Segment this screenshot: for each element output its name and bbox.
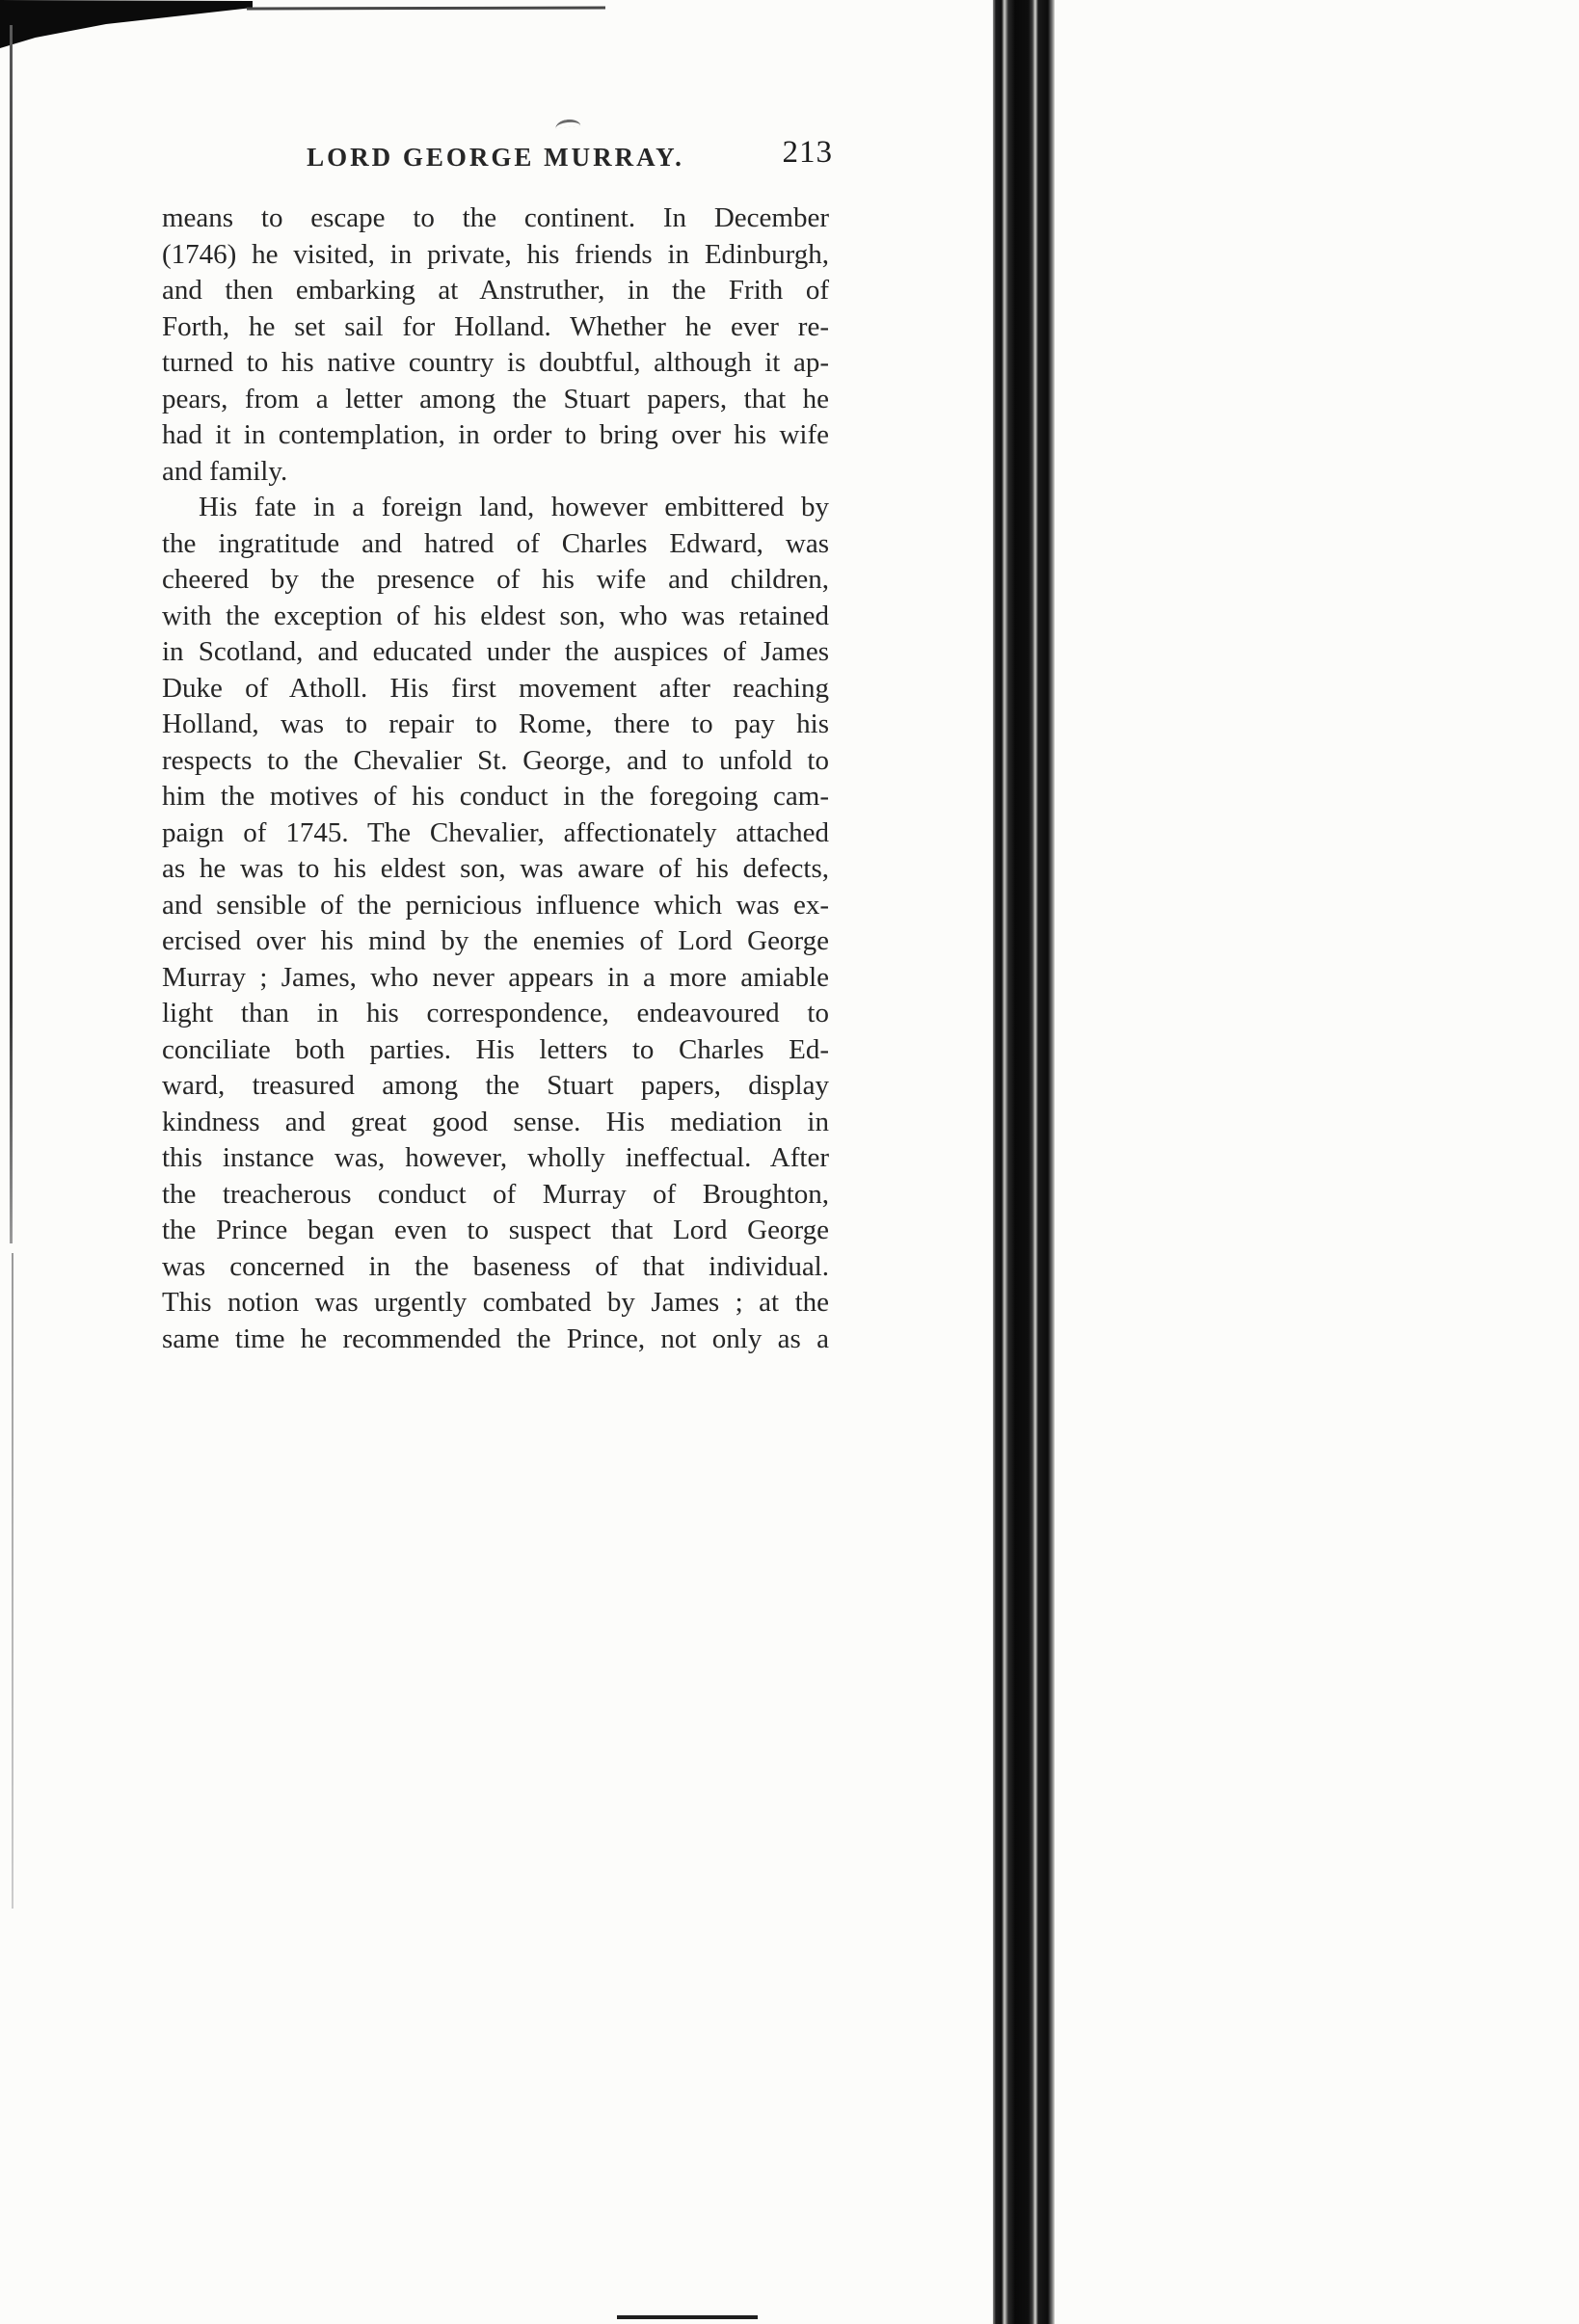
text-line: (1746) he visited, in private, his friends in Edinburgh, (162, 238, 829, 270)
text-line: light than in his correspondence, endeavoured to (162, 998, 829, 1028)
text-block (162, 135, 833, 1357)
text-line: the ingratitude and hatred of Charles Edward, was (162, 527, 829, 559)
page-number: 213 (782, 135, 833, 170)
text-line: and family. (162, 455, 288, 487)
text-line: respects to the Chevalier St. George, and to unfold to (162, 744, 829, 776)
text-line: and then embarking at Anstruther, in the Frith of (162, 275, 829, 306)
text-line: the Prince began even to suspect that Lord George (162, 1215, 829, 1245)
text-line: had it in contemplation, in order to bring over his wife (162, 419, 829, 450)
text-line: ercised over his mind by the enemies of Lord George (162, 925, 829, 956)
text-line: him the motives of his conduct in the foregoing cam- (162, 781, 829, 812)
scan-artifact-bottom-mark (617, 2315, 758, 2319)
text-line: Murray ; James, who never appears in a more amiable (162, 961, 829, 993)
scan-speck (555, 119, 581, 129)
text-line: paign of 1745. The Chevalier, affectionately attached (162, 816, 829, 848)
text-line: His fate in a foreign land, however embittered by (199, 492, 829, 522)
text-line: Forth, he set sail for Holland. Whether he ever re- (162, 310, 829, 342)
scan-artifact-left-line-lower (12, 1253, 13, 1909)
text-line: This notion was urgently combated by James ; at the (162, 1287, 829, 1318)
text-line: cheered by the presence of his wife and children, (162, 564, 829, 595)
page-body (162, 200, 829, 1357)
text-line: Duke of Atholl. His first movement after reaching (162, 672, 829, 704)
text-line: turned to his native country is doubtful, although it ap- (162, 347, 829, 378)
text-line: same time he recommended the Prince, not only as a (162, 1322, 829, 1354)
paragraph (162, 200, 829, 490)
page-header (162, 135, 833, 187)
text-line: with the exception of his eldest son, who was retained (162, 600, 829, 631)
scan-artifact-left-line (10, 25, 13, 1243)
text-line: was concerned in the baseness of that individual. (162, 1250, 829, 1282)
text-line: as he was to his eldest son, was aware of his defects, (162, 853, 829, 884)
text-line: Holland, was to repair to Rome, there to pay his (162, 708, 829, 739)
text-line: pears, from a letter among the Stuart papers, that he (162, 383, 829, 414)
scan-artifact-corner-wedge (0, 0, 253, 48)
running-title: LORD GEORGE MURRAY. (307, 143, 684, 172)
text-line: means to escape to the continent. In December (162, 202, 829, 233)
text-line: this instance was, however, wholly ineffectual. After (162, 1142, 829, 1173)
text-line: conciliate both parties. His letters to Charles Ed- (162, 1033, 829, 1065)
text-line: ward, treasured among the Stuart papers, display (162, 1070, 829, 1101)
text-line: kindness and great good sense. His mediation in (162, 1106, 829, 1137)
scan-artifact-binding-shadow (993, 0, 1055, 2324)
scan-artifact-top-line (247, 7, 605, 11)
text-line: and sensible of the pernicious influence which was ex- (162, 889, 829, 921)
text-line: the treacherous conduct of Murray of Broughton, (162, 1178, 829, 1210)
text-line: in Scotland, and educated under the auspices of James (162, 636, 829, 667)
paragraph (162, 490, 829, 1357)
